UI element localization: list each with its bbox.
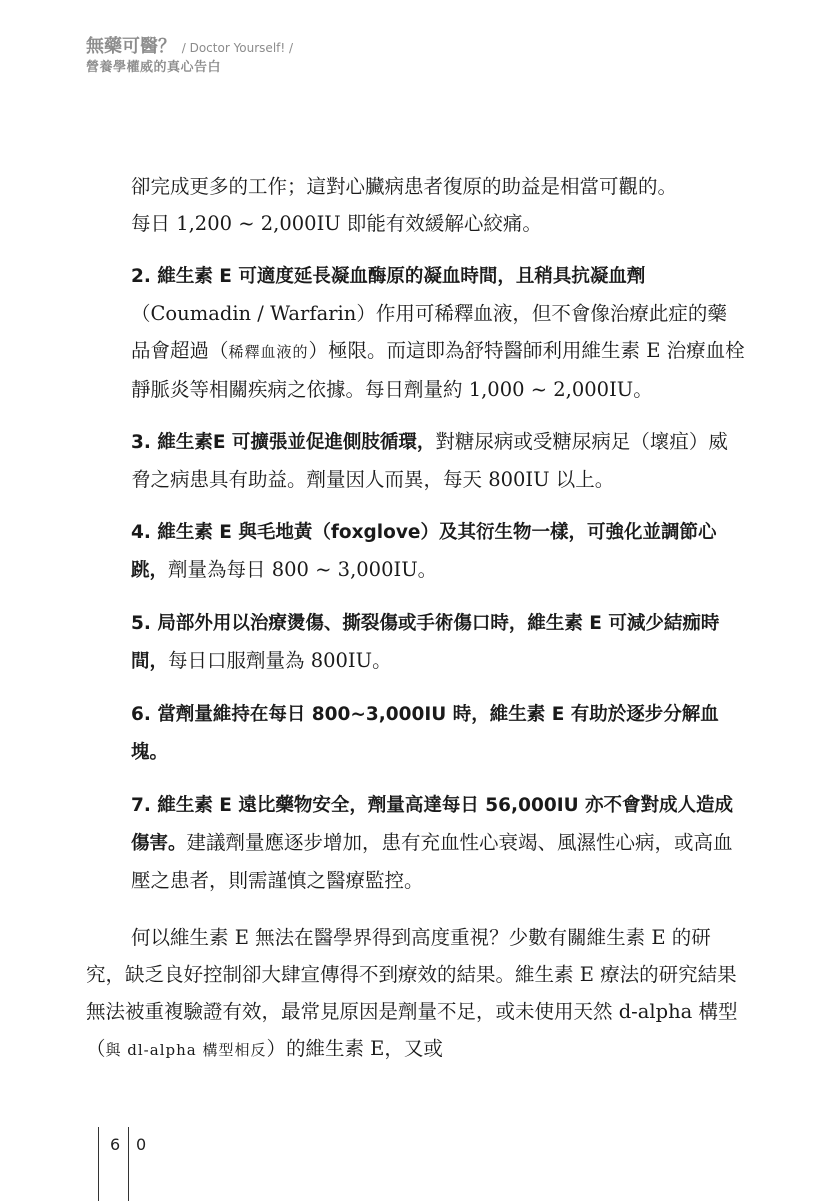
list-item-2 [86, 257, 746, 408]
list-item-7 [86, 786, 746, 899]
item-2-note: 稀釋血液的 [228, 343, 309, 361]
intro-line-2: 每日 1,200 ~ 2,000IU 即能有效緩解心絞痛。 [131, 212, 542, 235]
list-item-5 [86, 604, 746, 680]
item-7-lead: 7. 維生素 E 遠比藥物安全，劑量高達每日 56,000IU 亦不會對成人造成傷害。 [131, 795, 734, 854]
intro-line-1: 卻完成更多的工作；這對心臟病患者復原的助益是相當可觀的。 [131, 175, 678, 198]
closing-note: 與 dl-alpha 構型相反 [105, 1041, 267, 1059]
item-3-lead: 3. 維生素E 可擴張並促進側肢循環， [131, 432, 436, 453]
item-2-text-b: ）極限。而這即為舒特醫師利用維生素 E 治療血栓靜脈炎等相關疾病之依據。每日劑量約 1,000 ~ 2,000IU。 [131, 339, 745, 401]
item-5-lead: 5. 局部外用以治療燙傷、撕裂傷或手術傷口時，維生素 E 可減少結痂時間， [131, 613, 720, 672]
list-item-3 [86, 423, 746, 498]
item-4-text: 劑量為每日 800 ~ 3,000IU。 [168, 558, 438, 581]
item-4-lead: 4. 維生素 E 與毛地黃（foxglove）及其衍生物一樣，可強化並調節心跳， [131, 522, 717, 581]
footer-rule-right [128, 1127, 129, 1201]
list-item-4 [86, 513, 746, 589]
footer-rule-left [98, 1127, 99, 1201]
closing-text-b: ）的維生素 E，又或 [266, 1037, 443, 1060]
list-item-6 [86, 695, 746, 771]
item-7-text: 建議劑量應逐步增加，患有充血性心衰竭、風濕性心病，或高血壓之患者，則需謹慎之醫療監控。 [131, 831, 733, 892]
item-2-lead: 2. 維生素 E 可適度延長凝血酶原的凝血時間，且稍具抗凝血劑 [131, 266, 646, 287]
page-number-footer [98, 1127, 147, 1201]
intro-paragraph [86, 168, 746, 242]
item-3-text: 對糖尿病或受糖尿病足（壞疽）威脅之病患具有助益。劑量因人而異，每天 800IU 以上。 [131, 430, 728, 491]
closing-paragraph [86, 919, 746, 1069]
book-title: 無藥可醫？ [86, 36, 176, 57]
item-2-text-a: （Coumadin / Warfarin）作用可稀釋血液，但不會像治療此症的藥品會超過（ [131, 302, 727, 362]
book-subtitle: 營養學權威的真心告白 [86, 60, 222, 75]
page-number-digit-2: 0 [136, 1135, 147, 1154]
page-body [86, 168, 746, 1069]
item-5-text: 每日口服劑量為 800IU。 [168, 649, 392, 672]
book-title-english: / Doctor Yourself! / [181, 41, 294, 55]
running-header [86, 36, 293, 77]
page-number-digit-1: 6 [110, 1135, 121, 1154]
closing-text-a: 何以維生素 E 無法在醫學界得到高度重視？少數有關維生素 E 的研究，缺乏良好控制卻大肆宣傳得不到療效的結果。維生素 E 療法的研究結果無法被重複驗證有效，最常見原因是劑量不足，或未使用天然 d-alpha 構型（ [86, 926, 738, 1060]
item-6-lead: 6. 當劑量維持在每日 800~3,000IU 時，維生素 E 有助於逐步分解血塊。 [131, 704, 719, 763]
book-title-line [86, 36, 293, 59]
